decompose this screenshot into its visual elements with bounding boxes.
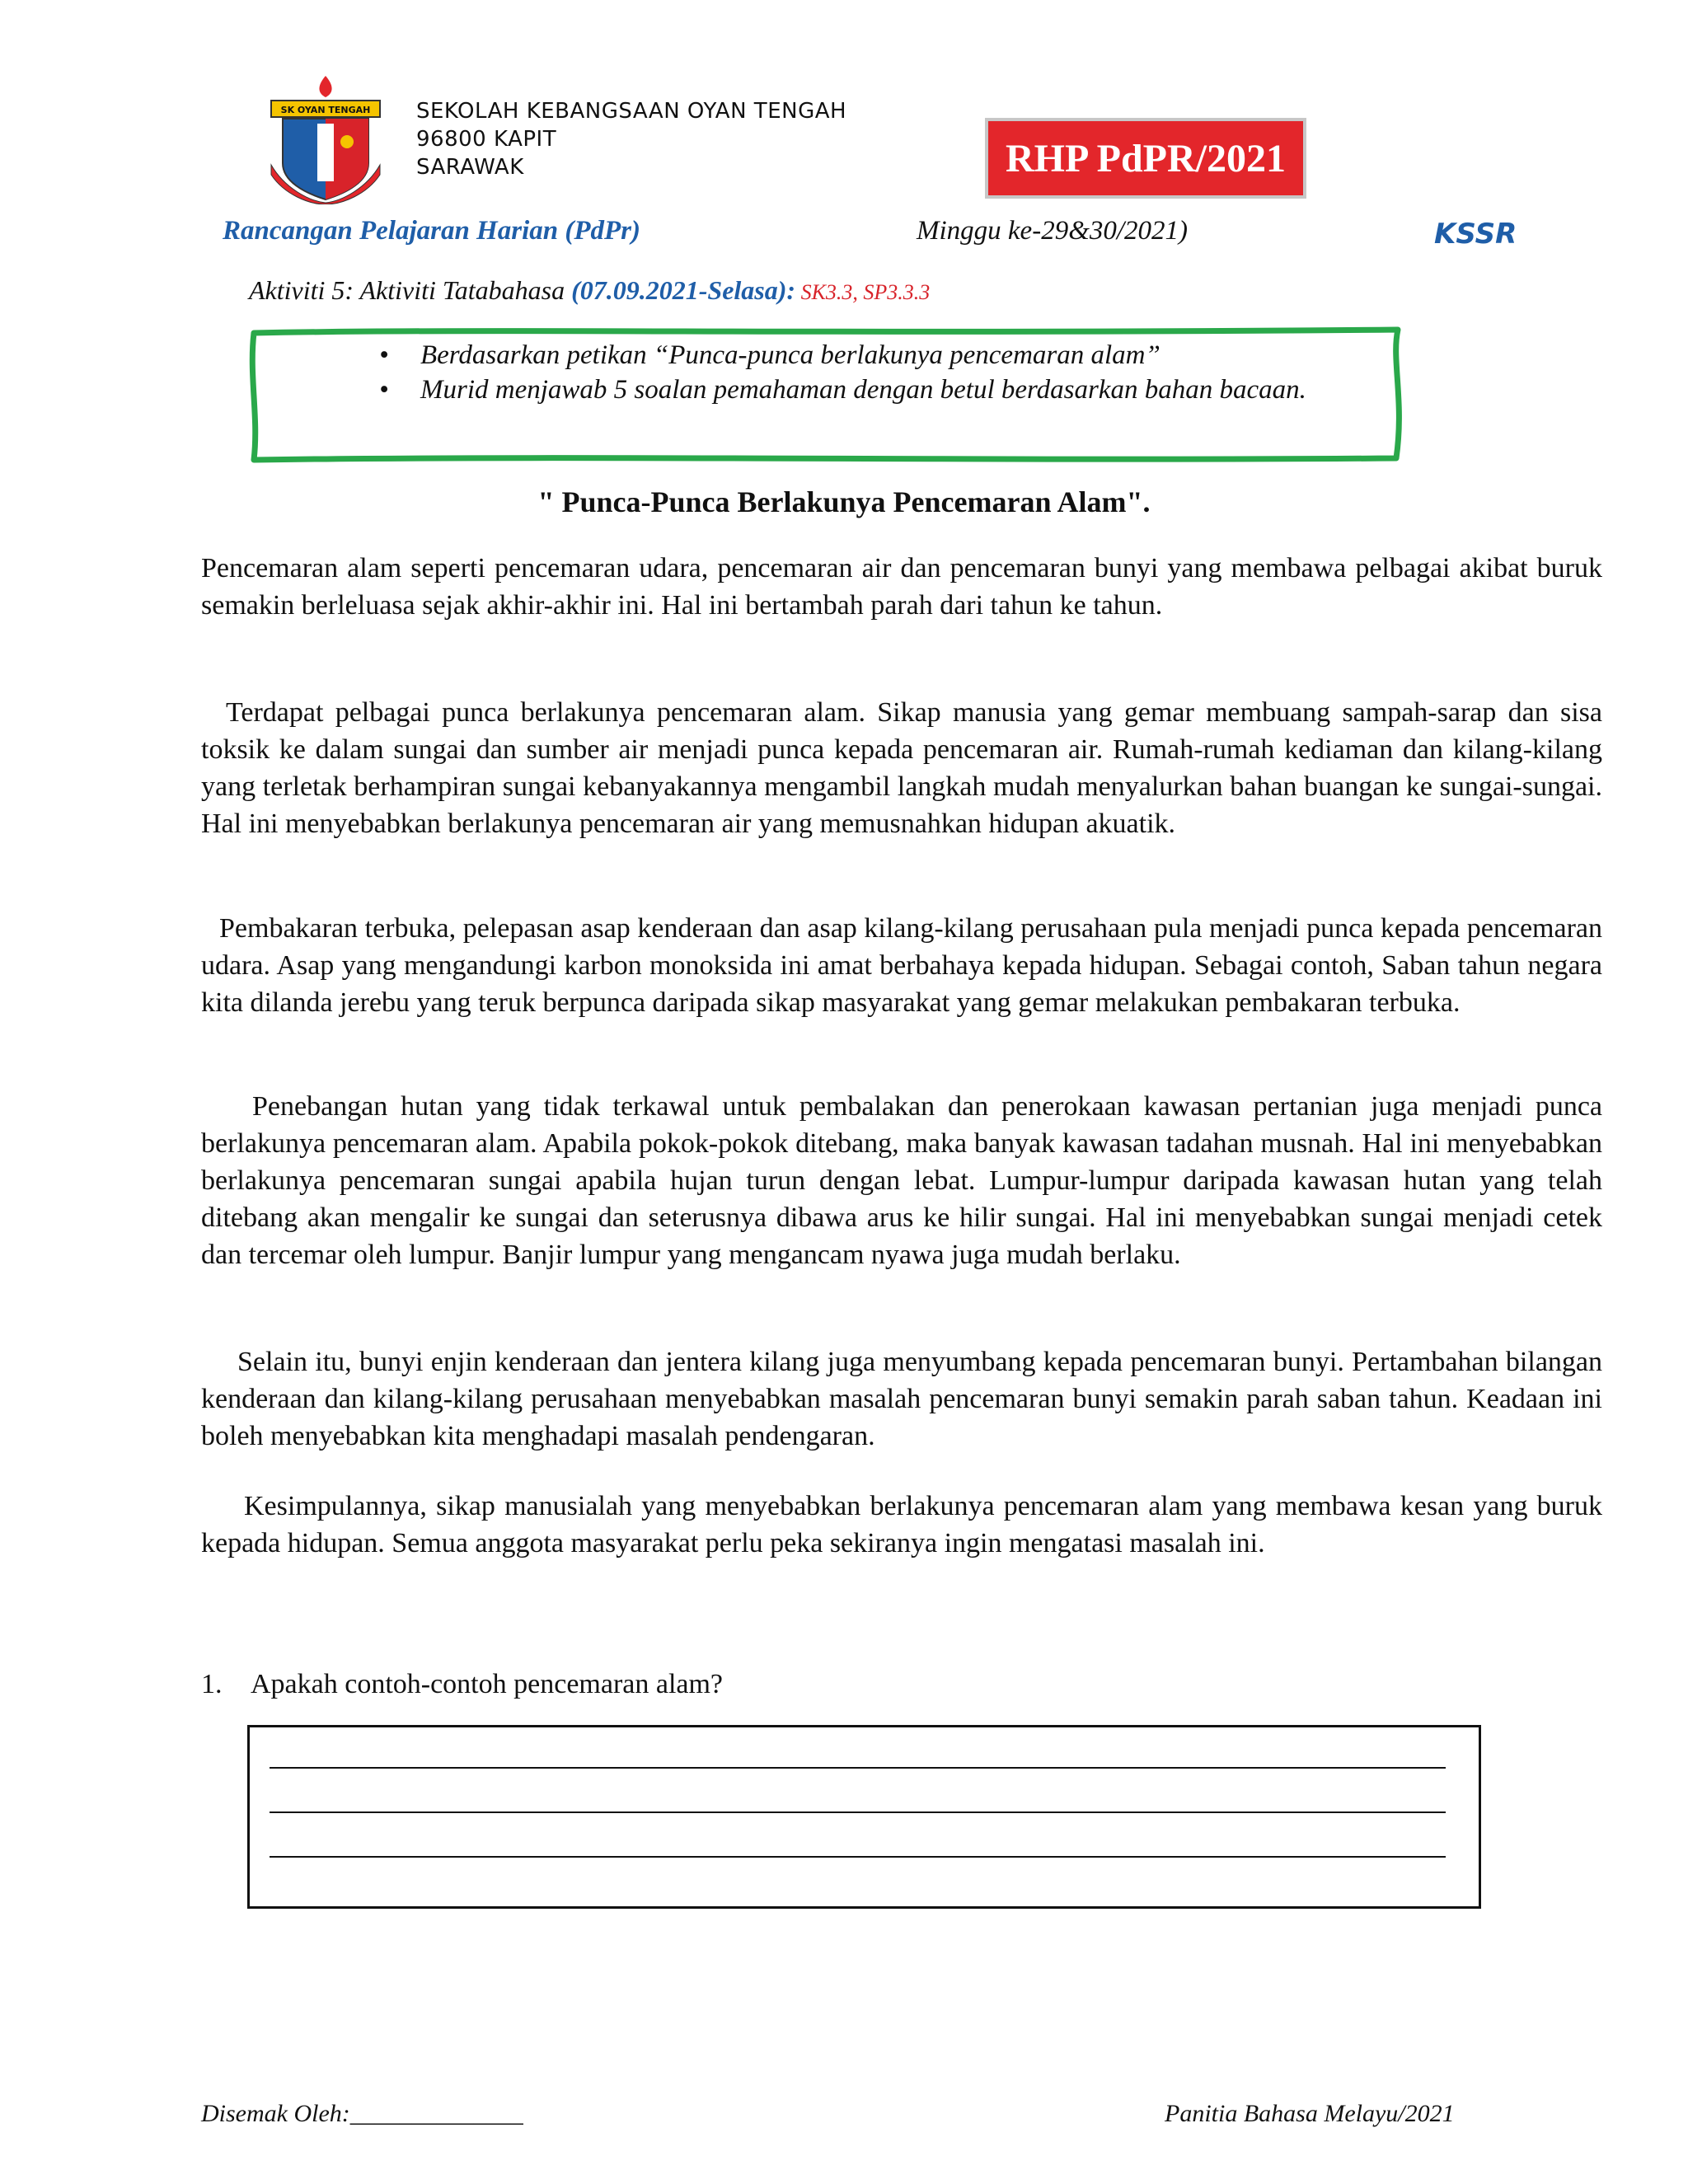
- activity-date: (07.09.2021-Selasa):: [571, 275, 796, 305]
- school-address: [416, 97, 846, 181]
- passage-title: " Punca-Punca Berlakunya Pencemaran Alam".: [537, 485, 1151, 518]
- kssr-label: KSSR: [1434, 218, 1517, 251]
- passage-paragraph-3: Pembakaran terbuka, pelepasan asap kenderaan dan asap kilang-kilang perusahaan pula menjadi punca kepada pencemaran udara. Asap yang mengandungi karbon monoksida ini amat berbahaya kepada hidupan. Sebagai contoh, Saban tahun negara kita dilanda jerebu yang teruk berpunca daripada sikap masyarakat yang gemar melakukan pembakaran terbuka.: [201, 913, 1602, 1018]
- passage-paragraph-4: Penebangan hutan yang tidak terkawal untuk pembalakan dan penerokaan kawasan pertanian juga menjadi punca berlakunya pencemaran alam. Apabila pokok-pokok ditebang, maka banyak kawasan tadahan musnah. Hal ini menyebabkan berlakunya pencemaran sungai apabila hujan turun dengan lebat. Lumpur-lumpur daripada kawasan hutan yang telah ditebang akan mengalir ke sungai dan seterusnya dibawa arus ke hilir sungai. Hal ini menyebabkan sungai menjadi cetek dan tercemar oleh lumpur. Banjir lumpur yang mengancam nyawa juga mudah berlaku.: [201, 1091, 1602, 1270]
- bullet-icon: •: [379, 375, 389, 405]
- activity-line: [249, 275, 930, 306]
- school-postcode: 96800 KAPIT: [416, 127, 557, 152]
- passage-paragraph-5: Selain itu, bunyi enjin kenderaan dan jentera kilang juga menyumbang kepada pencemaran bunyi. Pertambahan bilangan kenderaan dan kilang-kilang perusahaan menyebabkan masalah pencemaran bunyi semakin parah saban tahun. Keadaan ini boleh menyebabkan kita menghadapi masalah pendengaran.: [201, 1347, 1602, 1451]
- question-1: [201, 1669, 723, 1700]
- answer-line[interactable]: [270, 1856, 1446, 1858]
- activity-codes: SK3.3, SP3.3.3: [795, 280, 931, 304]
- activity-label: Aktiviti 5: Aktiviti Tatabahasa: [249, 275, 572, 305]
- answer-line[interactable]: [270, 1811, 1446, 1813]
- passage-paragraph-2: Terdapat pelbagai punca berlakunya pencemaran alam. Sikap manusia yang gemar membuang sampah-sarap dan sisa toksik ke dalam sungai dan sumber air menjadi punca kepada pencemaran air. Rumah-rumah kediaman dan kilang-kilang yang terletak berhampiran sungai kebanyakannya mengambil langkah mudah menyalurkan bahan buangan ke sungai-sungai. Hal ini menyebabkan berlakunya pencemaran air yang memusnahkan hidupan akuatik.: [201, 697, 1602, 839]
- committee-label: Panitia Bahasa Melayu/2021: [1165, 2100, 1455, 2127]
- objectives-box: [247, 326, 1408, 465]
- week-label: Minggu ke-29&30/2021): [917, 216, 1189, 246]
- passage-paragraph-6: Kesimpulannya, sikap manusialah yang menyebabkan berlakunya pencemaran alam yang membawa kesan yang buruk kepada hidupan. Semua anggota masyarakat perlu peka sekiranya ingin mengatasi masalah ini.: [201, 1491, 1602, 1558]
- objective-item: • Murid menjawab 5 soalan pemahaman dengan betul berdasarkan bahan bacaan.: [371, 373, 1327, 407]
- school-state: SARAWAK: [416, 155, 524, 180]
- objectives-list: [371, 338, 1327, 407]
- answer-box[interactable]: [247, 1725, 1481, 1909]
- objective-item: • Berdasarkan petikan “Punca-punca berlakunya pencemaran alam”: [371, 338, 1327, 373]
- passage-paragraph-1: Pencemaran alam seperti pencemaran udara, pencemaran air dan pencemaran bunyi yang membawa pelbagai akibat buruk semakin berleluasa sejak akhir-akhir ini. Hal ini bertambah parah dari tahun ke tahun.: [201, 553, 1602, 621]
- school-name: SEKOLAH KEBANGSAAN OYAN TENGAH: [416, 99, 847, 124]
- answer-line[interactable]: [270, 1767, 1446, 1769]
- rhp-badge: RHP PdPR/2021: [985, 118, 1306, 199]
- question-number: 1.: [201, 1669, 223, 1699]
- school-logo: [268, 73, 383, 204]
- bullet-icon: •: [379, 340, 389, 370]
- lesson-plan-label: Rancangan Pelajaran Harian (PdPr): [223, 216, 640, 246]
- question-text: Apakah contoh-contoh pencemaran alam?: [251, 1669, 724, 1699]
- checked-by: Disemak Oleh:______________: [201, 2100, 523, 2127]
- logo-banner-text: SK OYAN TENGAH: [280, 105, 371, 115]
